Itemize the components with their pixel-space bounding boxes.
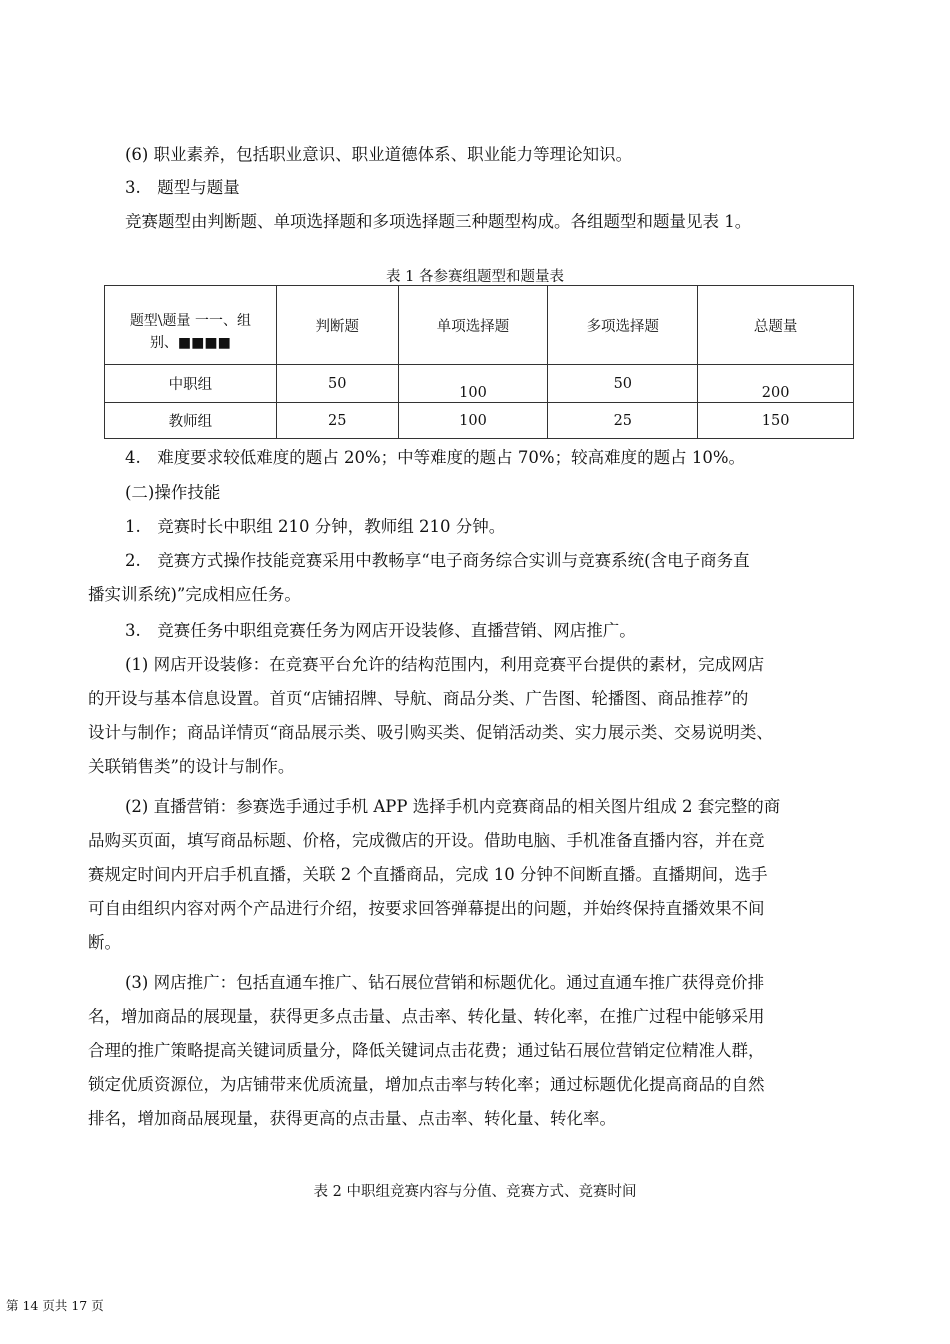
question-type-table (104, 285, 854, 439)
paragraph: 播实训系统)”完成相应任务。 (88, 585, 301, 604)
table-row (105, 365, 854, 403)
paragraph: 1. 竞赛时长中职组 210 分钟，教师组 210 分钟。 (125, 517, 506, 536)
paragraph: (1) 网店开设装修：在竞赛平台允许的结构范围内，利用竞赛平台提供的素材，完成网店 (125, 655, 765, 674)
table-cell-group: 中职组 (105, 365, 277, 403)
paragraph: 2. 竞赛方式操作技能竞赛采用中教畅享“电子商务综合实训与竞赛系统(含电子商务直 (125, 551, 750, 570)
paragraph: (2) 直播营销：参赛选手通过手机 APP 选择手机内竞赛商品的相关图片组成 2 套完整的商 (125, 797, 781, 816)
table-row (105, 403, 854, 439)
table-cell-value: 100 (459, 384, 487, 401)
paragraph: (6) 职业素养，包括职业意识、职业道德体系、职业能力等理论知识。 (125, 145, 633, 164)
table-caption: 表 1 各参赛组题型和题量表 (386, 269, 564, 285)
table-cell: 25 (548, 403, 698, 439)
paragraph: 名，增加商品的展现量，获得更多点击量、点击率、转化量、转化率，在推广过程中能够采用 (88, 1007, 765, 1026)
table-header-cell: 多项选择题 (548, 286, 698, 365)
table-header-cell: 单项选择题 (398, 286, 548, 365)
table-header-cell: 判断题 (276, 286, 398, 365)
paragraph: 3. 竞赛任务中职组竞赛任务为网店开设装修、直播营销、网店推广。 (125, 621, 636, 640)
table-corner-cell (105, 286, 277, 365)
table-header-row (105, 286, 854, 365)
section-heading: 3. 题型与题量 (125, 178, 240, 197)
table-cell (398, 365, 548, 403)
table-cell: 50 (548, 365, 698, 403)
table-cell-group: 教师组 (105, 403, 277, 439)
table-cell: 25 (276, 403, 398, 439)
paragraph: (3) 网店推广：包括直通车推广、钻石展位营销和标题优化。通过直通车推广获得竞价排 (125, 973, 765, 992)
paragraph: 竞赛题型由判断题、单项选择题和多项选择题三种题型构成。各组题型和题量见表 1。 (125, 212, 752, 231)
table-cell-value: 200 (761, 384, 790, 401)
corner-label-line2: 别、■■■■ (149, 335, 231, 351)
paragraph: 关联销售类”的设计与制作。 (88, 757, 295, 776)
paragraph: 断。 (88, 933, 121, 952)
table-cell: 150 (698, 403, 854, 439)
table-caption: 表 2 中职组竞赛内容与分值、竞赛方式、竞赛时间 (313, 1184, 637, 1200)
paragraph: 4. 难度要求较低难度的题占 20%；中等难度的题占 70%；较高难度的题占 10%。 (125, 448, 745, 467)
paragraph: 赛规定时间内开启手机直播，关联 2 个直播商品，完成 10 分钟不间断直播。直播期间，选手 (88, 865, 768, 884)
paragraph: 排名，增加商品展现量，获得更高的点击量、点击率、转化量、转化率。 (88, 1109, 616, 1128)
table-cell: 100 (398, 403, 548, 439)
paragraph: 的开设与基本信息设置。首页“店铺招牌、导航、商品分类、广告图、轮播图、商品推荐”的 (88, 689, 749, 708)
paragraph: 品购买页面，填写商品标题、价格，完成微店的开设。借助电脑、手机准备直播内容，并在竞 (88, 831, 765, 850)
paragraph: 合理的推广策略提高关键词质量分，降低关键词点击花费；通过钻石展位营销定位精准人群， (88, 1041, 765, 1060)
page-footer: 第 14 页共 17 页 (6, 1298, 104, 1313)
corner-label-line1: 题型\题量 一一、组 (129, 313, 251, 329)
table-cell: 50 (276, 365, 398, 403)
section-heading: (二)操作技能 (125, 483, 221, 502)
table-header-cell: 总题量 (698, 286, 854, 365)
paragraph: 锁定优质资源位，为店铺带来优质流量，增加点击率与转化率；通过标题优化提高商品的自然 (88, 1075, 765, 1094)
table-cell (698, 365, 854, 403)
paragraph: 可自由组织内容对两个产品进行介绍，按要求回答弹幕提出的问题，并始终保持直播效果不间 (88, 899, 765, 918)
paragraph: 设计与制作；商品详情页“商品展示类、吸引购买类、促销活动类、实力展示类、交易说明类、 (88, 723, 773, 742)
